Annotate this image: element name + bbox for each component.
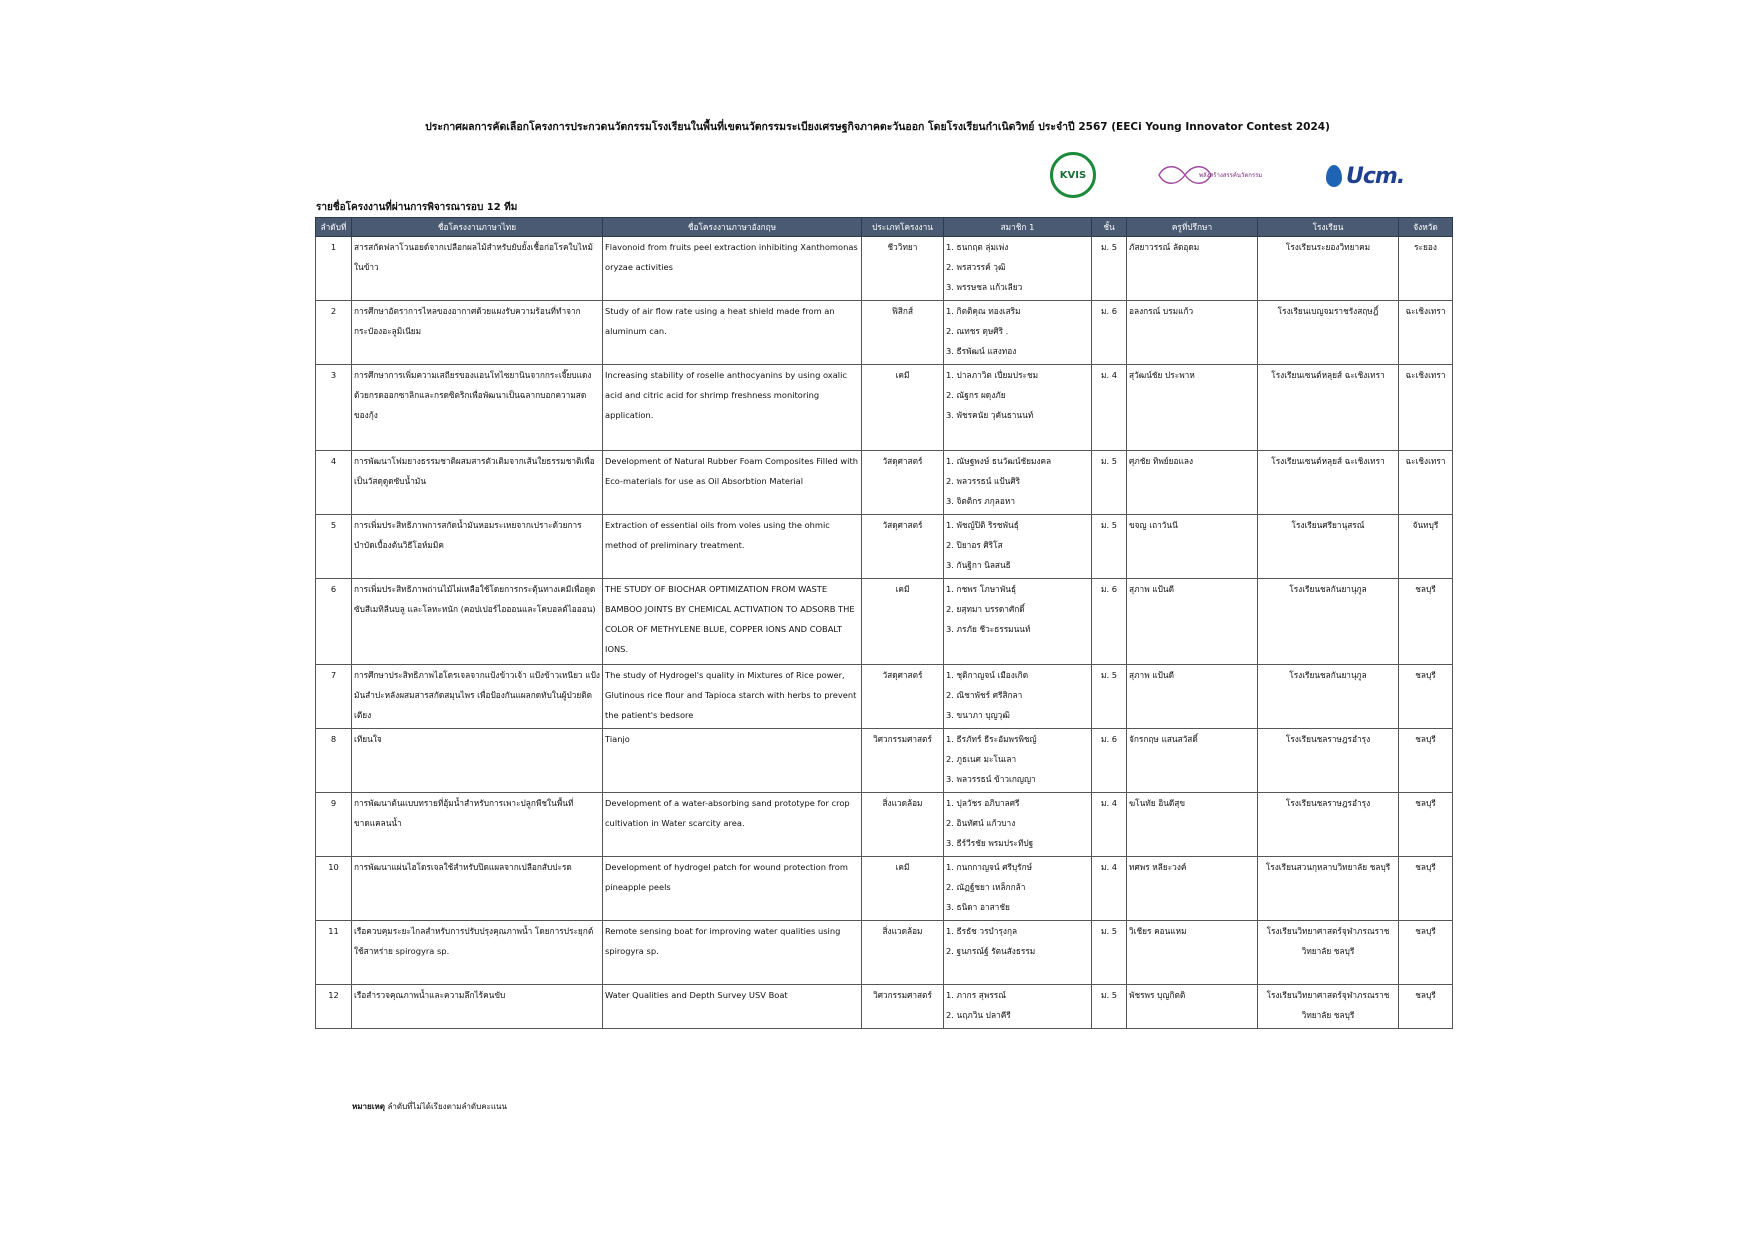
ptt-logo-text: Ucm. [1346, 163, 1405, 189]
column-header: ครูที่ปรึกษา [1127, 218, 1258, 237]
grade: ม. 5 [1092, 921, 1127, 985]
member-name: 2. ณิชาพัชร์ ศรีสิกลา [946, 690, 1023, 700]
province: ชลบุรี [1399, 793, 1453, 857]
english-title: Development of hydrogel patch for wound protection from pineapple peels [603, 857, 862, 921]
column-header: ชั้น [1092, 218, 1127, 237]
project-type: วิศวกรรมศาสตร์ [862, 985, 944, 1029]
member-name: 3. ธีรพัฒน์ แสงทอง [946, 346, 1017, 356]
thai-title: การเพิ่มประสิทธิภาพถ่านไม้ไผ่เหลือใช้โดยการกระตุ้นทางเคมีเพื่อดูดซับสีเมทิลีนบลู และโลหะหนัก (คอปเปอร์ไอออนและโคบอลต์ไอออน) [352, 579, 603, 665]
table-row [316, 301, 1453, 365]
members-cell [944, 579, 1092, 665]
province: ชลบุรี [1399, 665, 1453, 729]
english-title: Increasing stability of roselle anthocyanins by using oxalic acid and citric acid for shrimp freshness monitoring application. [603, 365, 862, 451]
row-number: 8 [316, 729, 352, 793]
grade: ม. 5 [1092, 985, 1127, 1029]
table-row [316, 793, 1453, 857]
project-type: วัสดุศาสตร์ [862, 665, 944, 729]
member-name: 3. ธนิดา อาสาชัย [946, 902, 1010, 912]
advisor: สุวัฒน์ชัย ประพาห [1127, 365, 1258, 451]
advisor: ภัสยาวรรณ์ ลัดอุดม [1127, 237, 1258, 301]
school: โรงเรียนเซนต์หลุยส์ ฉะเชิงเทรา [1258, 365, 1399, 451]
advisor: ทศพร หลียะวงค์ [1127, 857, 1258, 921]
member-name: 1. พัชญ์ปิติ ริรชพันธุ์ [946, 520, 1019, 530]
member-name: 1. กนกกาญจน์ ศรีบุรักษ์ [946, 862, 1033, 872]
members-cell [944, 665, 1092, 729]
school: โรงเรียนระยองวิทยาคม [1258, 237, 1399, 301]
province: ชลบุรี [1399, 729, 1453, 793]
column-header: จังหวัด [1399, 218, 1453, 237]
table-header [316, 218, 1453, 237]
member-name: 1. กิตติคุณ ทองเสริม [946, 306, 1021, 316]
school: โรงเรียนเซนต์หลุยส์ ฉะเชิงเทรา [1258, 451, 1399, 515]
project-type: เคมี [862, 579, 944, 665]
member-name: 3. ธีร์วีรชัย พรมประทีปฐ [946, 838, 1034, 848]
project-type: วิศวกรรมศาสตร์ [862, 729, 944, 793]
english-title: THE STUDY OF BIOCHAR OPTIMIZATION FROM WASTE BAMBOO JOINTS BY CHEMICAL ACTIVATION TO ADSORB THE COLOR OF METHYLENE BLUE, COPPER IONS AND COBALT IONS. [603, 579, 862, 665]
flame-icon [1326, 165, 1342, 187]
province: ชลบุรี [1399, 921, 1453, 985]
table-row [316, 365, 1453, 451]
grade: ม. 4 [1092, 857, 1127, 921]
table-row [316, 857, 1453, 921]
member-name: 1. ภากร สุพรรณ์ [946, 990, 1006, 1000]
school: โรงเรียนชลกันยานุกูล [1258, 665, 1399, 729]
project-type: วัสดุศาสตร์ [862, 515, 944, 579]
project-type: เคมี [862, 857, 944, 921]
province: ฉะเชิงเทรา [1399, 451, 1453, 515]
school: โรงเรียนเบญจมราชรังสฤษฎิ์ [1258, 301, 1399, 365]
member-name: 3. กันฐิกา นิลสนธิ [946, 560, 1011, 570]
column-header: ชื่อโครงงานภาษาอังกฤษ [603, 218, 862, 237]
member-name: 3. พลวรรธน์ ข้าวเกญญา [946, 774, 1036, 784]
advisor: พัชรพร บุญกิตติ [1127, 985, 1258, 1029]
province: ระยอง [1399, 237, 1453, 301]
members-cell [944, 985, 1092, 1029]
footnote-text: ลำดับที่ไม่ได้เรียงตามลำดับคะแนน [387, 1102, 507, 1111]
table-row [316, 921, 1453, 985]
innovation-logo [1155, 162, 1295, 188]
english-title: Development of Natural Rubber Foam Composites Filled with Eco-materials for use as Oil Absorbtion Material [603, 451, 862, 515]
thai-title: เรือควบคุมระยะไกลสำหรับการปรับปรุงคุณภาพน้ำ โดยการประยุกต์ใช้สาหร่าย spirogyra sp. [352, 921, 603, 985]
grade: ม. 6 [1092, 301, 1127, 365]
project-type: ฟิสิกส์ [862, 301, 944, 365]
member-name: 1. ณัษฐพงษ์ ธนวัฒน์ชัยมงคล [946, 456, 1052, 466]
school: โรงเรียนวิทยาศาสตร์จุฬาภรณราชวิทยาลัย ชลบุรี [1258, 921, 1399, 985]
member-name: 3. พรรษชล แก้วเลียว [946, 282, 1023, 292]
page-title: ประกาศผลการคัดเลือกโครงการประกวดนวัตกรรมโรงเรียนในพื้นที่เขตนวัตกรรมระเบียงเศรษฐกิจภาคตะวันออก โดยโรงเรียนกำเนิดวิทย์ ประจำปี 2567 (EECi Young Innovator Contest 2024) [425, 121, 1330, 133]
member-name: 1. ธีรภัทร์ ธีระอัมพรพิชญ์ [946, 734, 1037, 744]
member-name: 1. ปุลวัชร อภิบาลศรี [946, 798, 1020, 808]
grade: ม. 4 [1092, 793, 1127, 857]
province: ชลบุรี [1399, 857, 1453, 921]
table-body [316, 237, 1453, 1029]
province: ฉะเชิงเทรา [1399, 365, 1453, 451]
grade: ม. 5 [1092, 451, 1127, 515]
advisor: วิเชียร คอนแหม [1127, 921, 1258, 985]
thai-title: การพัฒนาแผ่นไฮโดรเจลใช้สำหรับปิดแผลจากเปลือกสับปะรด [352, 857, 603, 921]
column-header: ประเภทโครงงาน [862, 218, 944, 237]
members-cell [944, 793, 1092, 857]
school: โรงเรียนชลราษฎรอำรุง [1258, 729, 1399, 793]
member-name: 1. กชพร โภษาพันธุ์ [946, 584, 1017, 594]
english-title: Development of a water-absorbing sand prototype for crop cultivation in Water scarcity area. [603, 793, 862, 857]
row-number: 3 [316, 365, 352, 451]
school: โรงเรียนชลกันยานุกูล [1258, 579, 1399, 665]
member-name: 3. ขนาภา บุญวุฒิ [946, 710, 1010, 720]
table-row [316, 729, 1453, 793]
grade: ม. 6 [1092, 729, 1127, 793]
thai-title: การพัฒนาต้นแบบทรายที่อุ้มน้ำสำหรับการเพาะปลูกพืชในพื้นที่ขาดแคลนน้ำ [352, 793, 603, 857]
project-type: สิ่งแวดล้อม [862, 793, 944, 857]
english-title: Extraction of essential oils from voles using the ohmic method of preliminary treatment. [603, 515, 862, 579]
member-name: 2. ปิยาอร ศิริโส [946, 540, 1003, 550]
thai-title: เทียนใจ [352, 729, 603, 793]
members-cell [944, 301, 1092, 365]
member-name: 1. ธีรธัช วรบำรุงกุล [946, 926, 1018, 936]
table-row [316, 237, 1453, 301]
english-title: Flavonoid from fruits peel extraction inhibiting Xanthomonas oryzae activities [603, 237, 862, 301]
province: ฉะเชิงเทรา [1399, 301, 1453, 365]
row-number: 7 [316, 665, 352, 729]
thai-title: สารสกัดฟลาโวนอยด์จากเปลือกผลไม้สำหรับยับยั้งเชื้อก่อโรคใบไหม้ในข้าว [352, 237, 603, 301]
member-name: 2. พรสวรรค์ วุฒิ [946, 262, 1006, 272]
row-number: 2 [316, 301, 352, 365]
grade: ม. 5 [1092, 665, 1127, 729]
member-name: 1. ชุติกาญจน์ เมืองเกิด [946, 670, 1029, 680]
members-cell [944, 237, 1092, 301]
innovation-logo-text: พลังสร้างสรรค์นวัตกรรม [1199, 172, 1263, 179]
grade: ม. 4 [1092, 365, 1127, 451]
school: โรงเรียนศรียานุสรณ์ [1258, 515, 1399, 579]
province: ชลบุรี [1399, 579, 1453, 665]
table-row [316, 579, 1453, 665]
table-row [316, 985, 1453, 1029]
footnote-label: หมายเหตุ [352, 1102, 385, 1111]
thai-title: การศึกษาการเพิ่มความเสถียรของแอนโทไซยานินจากกระเจี๊ยบแดงด้วยกรดออกซาลิกและกรดซิตริกเพื่อพัฒนาเป็นฉลากบอกความสดของกุ้ง [352, 365, 603, 451]
column-header: โรงเรียน [1258, 218, 1399, 237]
member-name: 2. ยสุทมา บรรดาศักดิ์ [946, 604, 1025, 614]
advisor: ฆโนทัย อินดีสุข [1127, 793, 1258, 857]
ptt-logo [1326, 158, 1404, 194]
logo-strip [1040, 150, 1420, 206]
advisor: อลงกรณ์ บรมแก้ว [1127, 301, 1258, 365]
members-cell [944, 729, 1092, 793]
results-table [315, 217, 1453, 1029]
english-title: Study of air flow rate using a heat shield made from an aluminum can. [603, 301, 862, 365]
advisor: จักรกฤษ แสนสวัสดิ์ [1127, 729, 1258, 793]
member-name: 3. จิตติกร ภกุลอหา [946, 496, 1015, 506]
thai-title: การพัฒนาโฟมยางธรรมชาติผสมสารตัวเติมจากเส้นใยธรรมชาติเพื่อเป็นวัสดุดูดซับน้ำมัน [352, 451, 603, 515]
members-cell [944, 857, 1092, 921]
row-number: 9 [316, 793, 352, 857]
row-number: 4 [316, 451, 352, 515]
thai-title: การศึกษาประสิทธิภาพไฮโดรเจลจากแป้งข้าวเจ้า แป้งข้าวเหนียว แป้งมันสำปะหลังผสมสารสกัดสมุนไพร เพื่อป้องกันแผลกดทับในผู้ป่วยติดเตียง [352, 665, 603, 729]
english-title: Water Qualities and Depth Survey USV Boat [603, 985, 862, 1029]
english-title: Remote sensing boat for improving water qualities using spirogyra sp. [603, 921, 862, 985]
kvis-logo-text: KVIS [1059, 169, 1087, 181]
thai-title: การเพิ่มประสิทธิภาพการสกัดน้ำมันหอมระเหยจากเปราะด้วยการบำบัดเบื้องต้นวิธีโอห์มมิค [352, 515, 603, 579]
thai-title: เรือสำรวจคุณภาพน้ำและความลึกไร้คนขับ [352, 985, 603, 1029]
table-row [316, 665, 1453, 729]
member-name: 3. ภรภัย ชีวะธรรมนนท์ [946, 624, 1031, 634]
grade: ม. 6 [1092, 579, 1127, 665]
member-name: 2. ณัฐกร ผดุงภัย [946, 390, 1006, 400]
project-type: วัสดุศาสตร์ [862, 451, 944, 515]
province: จันทบุรี [1399, 515, 1453, 579]
member-name: 1. ธนกฤต ลุ่มเพ่ง [946, 242, 1009, 252]
grade: ม. 5 [1092, 515, 1127, 579]
members-cell [944, 515, 1092, 579]
table-row [316, 451, 1453, 515]
school: โรงเรียนสวนกุหลาบวิทยาลัย ชลบุรี [1258, 857, 1399, 921]
row-number: 5 [316, 515, 352, 579]
member-name: 1. ปาลภาวิต เปี่ยมประชม [946, 370, 1039, 380]
member-name: 3. พัชรคนัย วุคันธานนท์ [946, 410, 1034, 420]
row-number: 6 [316, 579, 352, 665]
grade: ม. 5 [1092, 237, 1127, 301]
row-number: 11 [316, 921, 352, 985]
member-name: 2. ณัฏฐ์ชยา เหล็กกล้า [946, 882, 1026, 892]
column-header: ลำดับที่ [316, 218, 352, 237]
english-title: The study of Hydrogel's quality in Mixtures of Rice power, Glutinous rice flour and Tapioca starch with herbs to prevent the patient's bedsore [603, 665, 862, 729]
footnote [352, 1100, 507, 1113]
province: ชลบุรี [1399, 985, 1453, 1029]
project-type: ชีววิทยา [862, 237, 944, 301]
school: โรงเรียนชลราษฎรอำรุง [1258, 793, 1399, 857]
member-name: 2. อินทัศน์ แก้วบาง [946, 818, 1016, 828]
column-header: ชื่อโครงงานภาษาไทย [352, 218, 603, 237]
kvis-logo [1050, 152, 1096, 198]
column-header: สมาชิก 1 [944, 218, 1092, 237]
member-name: 2. ภูธเนศ มะโนเลา [946, 754, 1017, 764]
members-cell [944, 921, 1092, 985]
advisor: สุภาพ แป้นดี [1127, 579, 1258, 665]
advisor: ขจญ เถาวันนี [1127, 515, 1258, 579]
project-type: เคมี [862, 365, 944, 451]
english-title: Tianjo [603, 729, 862, 793]
member-name: 2. นฤภวิน ปลาคีรี [946, 1010, 1011, 1020]
member-name: 2. ฐนกรณ์ฐ์ รัตนสังธรรม [946, 946, 1036, 956]
advisor: ศุภชัย ทิพย์ยอแลง [1127, 451, 1258, 515]
thai-title: การศึกษาอัตราการไหลของอากาศด้วยแผงรับความร้อนที่ทำจากกระป๋องอะลูมิเนียม [352, 301, 603, 365]
section-title: รายชื่อโครงงานที่ผ่านการพิจารณารอบ 12 ทีม [316, 202, 518, 213]
row-number: 1 [316, 237, 352, 301]
members-cell [944, 451, 1092, 515]
row-number: 10 [316, 857, 352, 921]
school: โรงเรียนวิทยาศาสตร์จุฬาภรณราชวิทยาลัย ชลบุรี [1258, 985, 1399, 1029]
advisor: สุภาพ แป้นดี [1127, 665, 1258, 729]
members-cell [944, 365, 1092, 451]
row-number: 12 [316, 985, 352, 1029]
table-row [316, 515, 1453, 579]
member-name: 2. พลวรรธน์ แป้นศิริ [946, 476, 1021, 486]
project-type: สิ่งแวดล้อม [862, 921, 944, 985]
member-name: 2. ณทชร ดุษศิริ . [946, 326, 1009, 336]
